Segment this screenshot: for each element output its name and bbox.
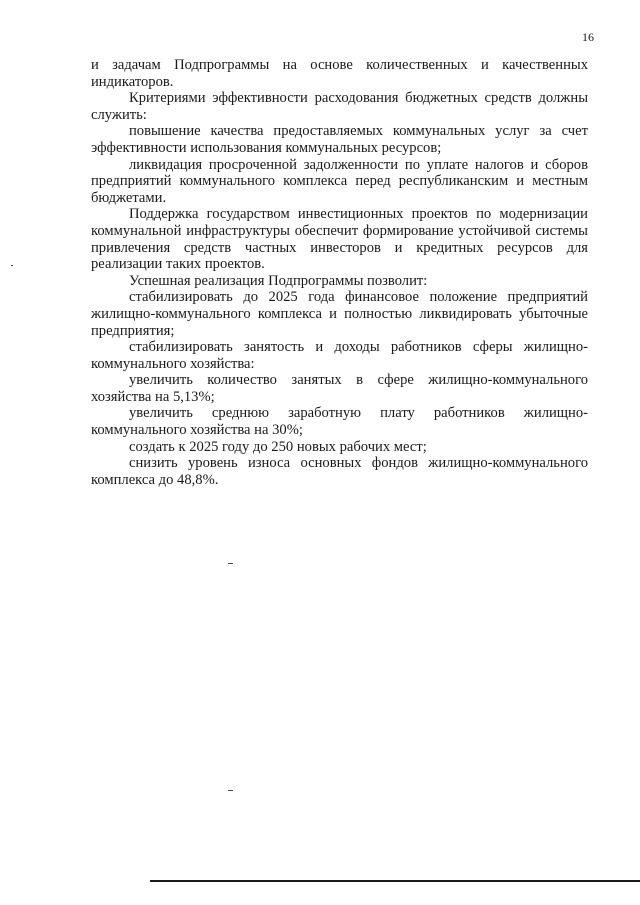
scan-speck xyxy=(11,265,13,266)
paragraph-results-intro: Успешная реализация Подпрограммы позволит: xyxy=(129,272,428,289)
paragraph-criteria-intro: Критериями эффективности расходования бюджетных средств должны служить: xyxy=(91,90,588,123)
paragraph-result-increase-salary: увеличить среднюю заработную плату работников жилищно-коммунального хозяйства на 30%; xyxy=(91,405,588,439)
scan-speck xyxy=(228,563,233,564)
paragraph-result-reduce-wear: снизить уровень износа основных фондов жилищно-коммунального комплекса до 48,8%. xyxy=(91,455,588,488)
paragraph-criterion-quality: повышение качества предоставляемых коммунальных услуг за счет эффективности использования коммунальных ресурсов; xyxy=(91,123,588,156)
scan-speck xyxy=(228,790,233,791)
paragraph-result-stabilize-finances: стабилизировать до 2025 года финансовое положение предприятий жилищно-коммунального комплекса и полностью ликвидировать убыточные предприятия; xyxy=(91,289,588,339)
paragraph-result-stabilize-employment: стабилизировать занятость и доходы работников сферы жилищно-коммунального хозяйства: xyxy=(91,339,588,372)
paragraph-continuation: и задачам Подпрограммы на основе количественных и качественных индикаторов. xyxy=(91,57,588,90)
paragraph-investment-support: Поддержка государством инвестиционных проектов по модернизации коммунальной инфраструктуры обеспечит формирование устойчивой системы привлечения средств частных инвесторов и кредитных ресурсов для реализации таких проектов. xyxy=(91,206,588,273)
paragraph-criterion-debt: ликвидация просроченной задолженности по уплате налогов и сборов предприятий коммунального комплекса перед республиканским и местным бюджетами. xyxy=(91,156,588,206)
paragraph-result-increase-employment: увеличить количество занятых в сфере жилищно-коммунального хозяйства на 5,13%; xyxy=(91,372,588,405)
bottom-rule xyxy=(150,880,640,882)
page-number: 16 xyxy=(582,30,594,44)
document-body xyxy=(91,57,588,488)
paragraph-result-new-jobs: создать к 2025 году до 250 новых рабочих мест; xyxy=(129,438,427,455)
